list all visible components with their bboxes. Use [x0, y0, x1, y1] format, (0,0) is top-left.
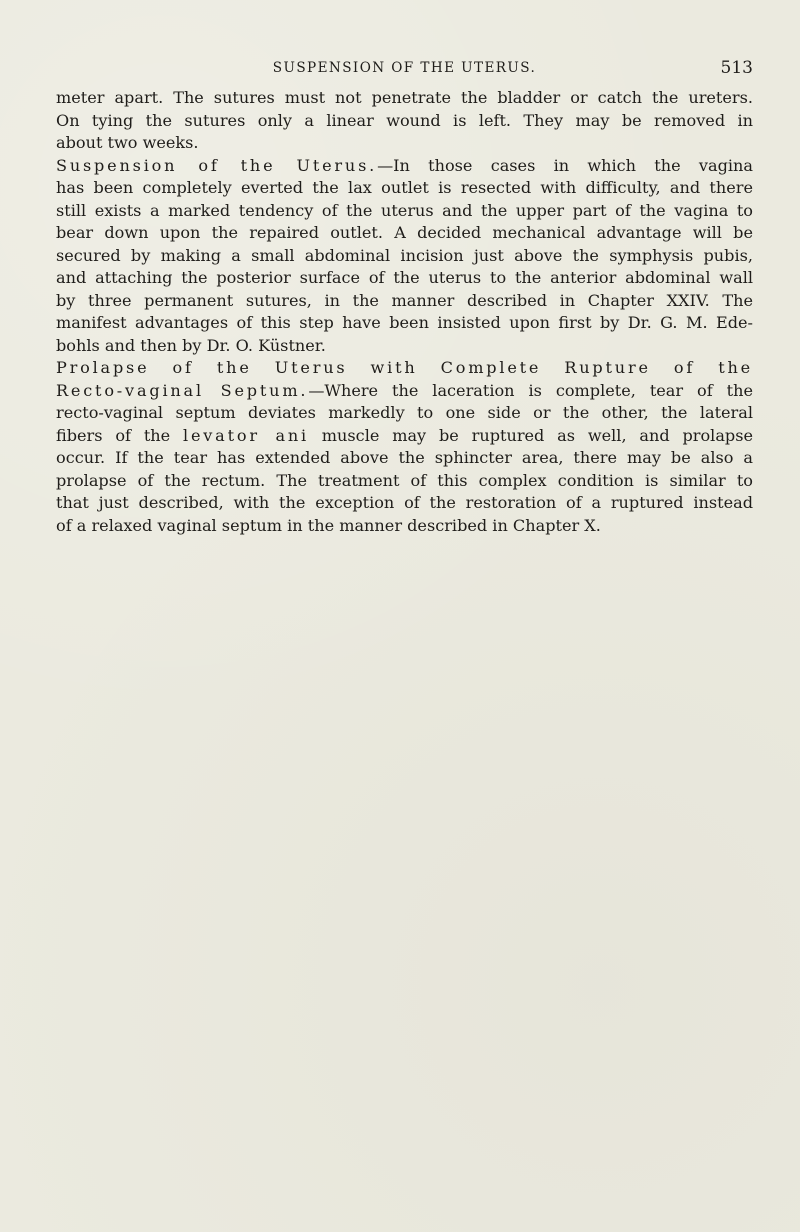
text-line: occur. If the tear has extended above the sphincter area, there may be also a	[56, 448, 753, 467]
text-line: has been completely everted the lax outlet is resected with difficulty, and there	[56, 178, 753, 197]
text-line: secured by making a small abdominal incision just above the symphysis pubis,	[56, 245, 753, 265]
text-line: bohls and then by Dr. O. Küstner.	[56, 335, 326, 355]
text-line: prolapse of the rectum. The treatment of this complex condition is similar to	[56, 470, 753, 490]
text-line: On tying the sutures only a linear wound is left. They may be removed in	[56, 110, 753, 130]
text-line: by three permanent sutures, in the manner described in Chapter XXIV. The	[56, 290, 753, 310]
text-line: of a relaxed vaginal septum in the manner described in Chapter X.	[56, 515, 601, 535]
section-heading: Recto-vaginal Septum.	[56, 380, 309, 400]
running-title: SUSPENSION OF THE UTERUS.	[272, 60, 537, 76]
text-line: still exists a marked tendency of the uterus and the upper part of the vagina to	[56, 200, 753, 220]
section-heading-line: Suspension of the Uterus.—In those cases in which the vagina	[56, 155, 753, 175]
section-heading-line: Recto-vaginal Septum.—Where the laceration is complete, tear of the	[56, 380, 753, 400]
text-line: recto-vaginal septum deviates markedly to one side or the other, the lateral	[56, 403, 753, 422]
section-heading: Prolapse of the Uterus with Complete Rupture of the	[56, 358, 753, 377]
text-line: that just described, with the exception of the restoration of a ruptured instead	[56, 493, 753, 512]
text-line: bear down upon the repaired outlet. A decided mechanical advantage will be	[56, 223, 753, 242]
section-heading: Suspension of the Uterus.	[56, 155, 378, 175]
page-number: 513	[720, 58, 753, 78]
body-text	[56, 87, 753, 537]
running-head	[56, 56, 753, 80]
section-heading-line	[56, 357, 753, 380]
text-line: manifest advantages of this step have been insisted upon first by Dr. G. M. Ede-	[56, 313, 753, 332]
text-line: about two weeks.	[56, 133, 199, 152]
text-line: fibers of the levator ani muscle may be ruptured as well, and prolapse	[56, 425, 753, 445]
emphasized-term: levator ani	[183, 425, 309, 445]
text-line: meter apart. The sutures must not penetrate the bladder or catch the ureters.	[56, 88, 753, 107]
text-line: and attaching the posterior surface of the uterus to the anterior abdominal wall	[56, 268, 753, 287]
